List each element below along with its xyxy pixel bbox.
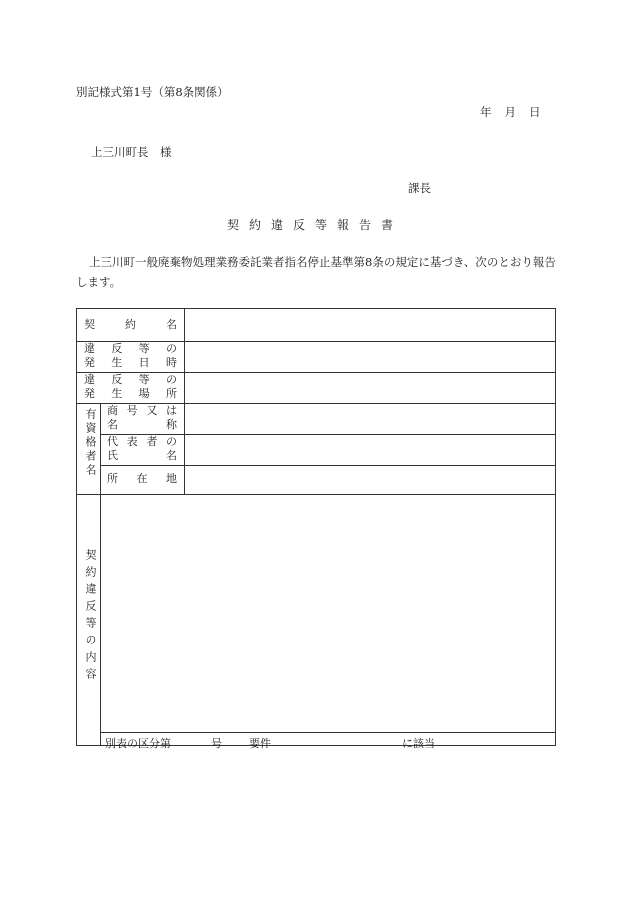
body-paragraph: 上三川町一般廃棄物処理業務委託業者指名停止基準第8条の規定に基づき、次のとおり報告します。 xyxy=(76,255,556,289)
date-month-label: 月 xyxy=(504,105,516,119)
occurrence-place-value[interactable] xyxy=(185,373,555,403)
classification-requirement-label: 要件 xyxy=(249,737,271,750)
classification-prefix: 別表の区分第 xyxy=(105,737,171,750)
classification-applies-label: に該当 xyxy=(402,737,435,750)
occurrence-date-value[interactable] xyxy=(185,342,555,372)
violation-content-label: 契約違反等の内容 xyxy=(84,549,97,685)
occurrence-place-label: 違 反 等 の 発 生 場 所 xyxy=(84,373,177,400)
addressee: 上三川町長 様 xyxy=(91,145,172,159)
classification-number-label: 号 xyxy=(211,737,222,750)
row-divider xyxy=(100,732,555,733)
document-title: 契約違反等報告書 xyxy=(226,218,403,232)
qualified-name-label: 有資格者名 xyxy=(84,408,97,478)
sender-title: 課長 xyxy=(408,181,431,195)
trade-name-label: 商 号 又 は 名 称 xyxy=(107,404,177,431)
address-label: 所 在 地 xyxy=(107,472,177,485)
address-value[interactable] xyxy=(185,466,555,494)
representative-label: 代 表 者 の 氏 名 xyxy=(107,435,177,462)
classification-row xyxy=(101,735,555,750)
contract-name-value[interactable] xyxy=(185,309,555,341)
date-year-label: 年 xyxy=(480,105,492,119)
violation-content-area[interactable] xyxy=(101,495,555,732)
representative-value[interactable] xyxy=(185,435,555,465)
date-day-label: 日 xyxy=(529,105,541,119)
contract-name-label: 契 約 名 xyxy=(84,318,177,331)
report-table xyxy=(76,308,556,750)
occurrence-date-label: 違 反 等 の 発 生 日 時 xyxy=(84,342,177,369)
date-line xyxy=(480,104,554,120)
trade-name-value[interactable] xyxy=(185,404,555,434)
form-number-label: 別記様式第1号（第8条関係） xyxy=(76,85,229,99)
